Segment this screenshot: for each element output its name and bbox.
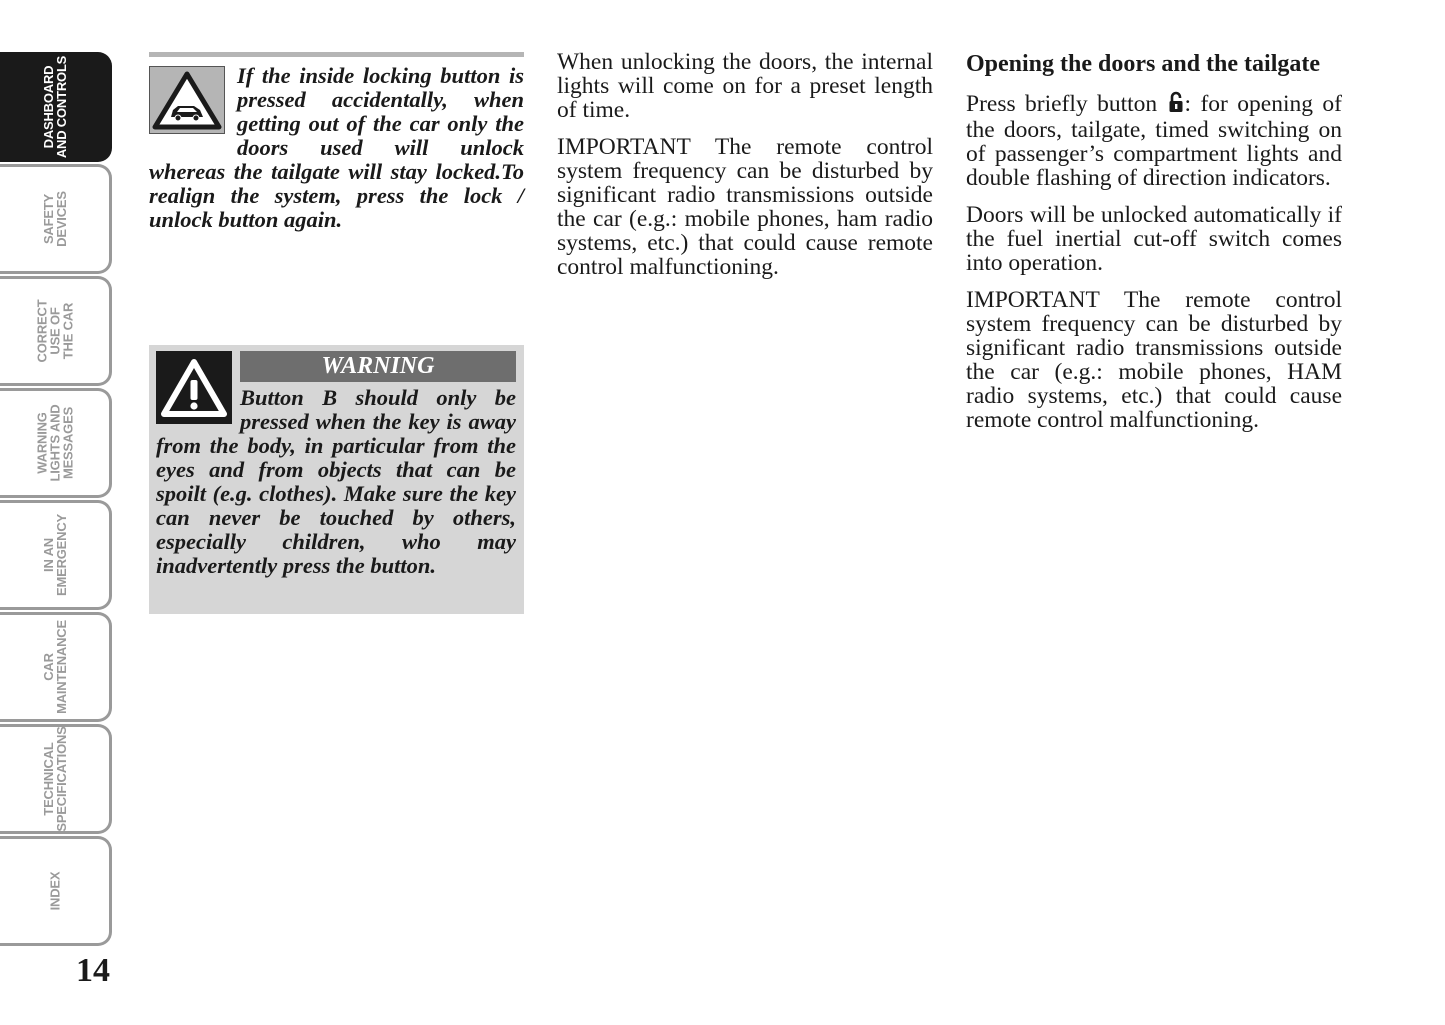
tab-label: INDEX [47, 871, 62, 911]
tab-warning-lights-and-messages[interactable] [0, 388, 112, 498]
warning-triangle-icon [156, 351, 232, 424]
section-heading: Opening the doors and the tailgate [966, 51, 1321, 77]
tab-dashboard-and-controls[interactable] [0, 52, 112, 162]
caution-note [149, 64, 524, 232]
tab-label: CAR MAINTENANCE [40, 620, 69, 714]
tab-correct-use-of-the-car[interactable] [0, 276, 112, 386]
caution-text: If the inside locking button is pressed accidentally, when getting out of the car only the doors used will unlock whereas the tailgate will stay locked.To realign the system, press the lock / unlock button again. [149, 63, 524, 232]
car-warning-icon [149, 66, 225, 134]
tab-in-an-emergency[interactable] [0, 500, 112, 610]
paragraph-press-button [966, 91, 1342, 190]
tab-label: WARNING LIGHTS AND MESSAGES [34, 404, 75, 482]
warning-title: WARNING [240, 351, 516, 382]
middle-column [557, 50, 933, 292]
divider [149, 52, 524, 57]
paragraph-internal-lights: When unlocking the doors, the internal lights will come on for a preset length of time. [557, 49, 933, 123]
left-column [149, 52, 524, 232]
paragraph-important-remote: IMPORTANT The remote control system frequency can be disturbed by significant radio transmissions outside the car (e.g.: mobile phones, HAM radio systems, etc.) that could cause remote control malfunctioning. [966, 287, 1342, 433]
warning-box [149, 345, 524, 614]
page-number: 14 [76, 952, 110, 989]
tab-label: SAFETY DEVICES [40, 191, 69, 247]
warning-text: Button B should only be pressed when the key is away from the body, in particular from the eyes and from objects that can be spoilt (e.g. clothes). Make sure the key can never be touched by others, especially children, who may inadvertently press the button. [156, 385, 516, 578]
press-button-text-cont: : for opening of the doors, tailgate, timed switching on of passenger’s compartment lights and double flashing of direction indicators. [966, 91, 1342, 191]
tab-index[interactable] [0, 836, 112, 946]
right-column [966, 50, 1342, 445]
tab-label: DASHBOARD AND CONTROLS [40, 55, 69, 159]
tab-car-maintenance[interactable] [0, 612, 112, 722]
paragraph-important-remote: IMPORTANT The remote control system frequency can be disturbed by significant radio transmissions outside the car (e.g.: mobile phones, ham radio systems, etc.) that could cause remote control malfunctioning. [557, 134, 933, 280]
tab-technical-specifications[interactable] [0, 724, 112, 834]
tab-label: TECHNICAL SPECIFICATIONS [40, 726, 69, 832]
tab-safety-devices[interactable] [0, 164, 112, 274]
tab-label: IN AN EMERGENCY [40, 514, 69, 596]
press-button-text: Press briefly button [966, 91, 1167, 117]
unlock-icon [1168, 91, 1184, 118]
tab-label: CORRECT USE OF THE CAR [34, 299, 75, 363]
paragraph-auto-unlock: Doors will be unlocked automatically if the fuel inertial cut-off switch comes into operation. [966, 202, 1342, 276]
